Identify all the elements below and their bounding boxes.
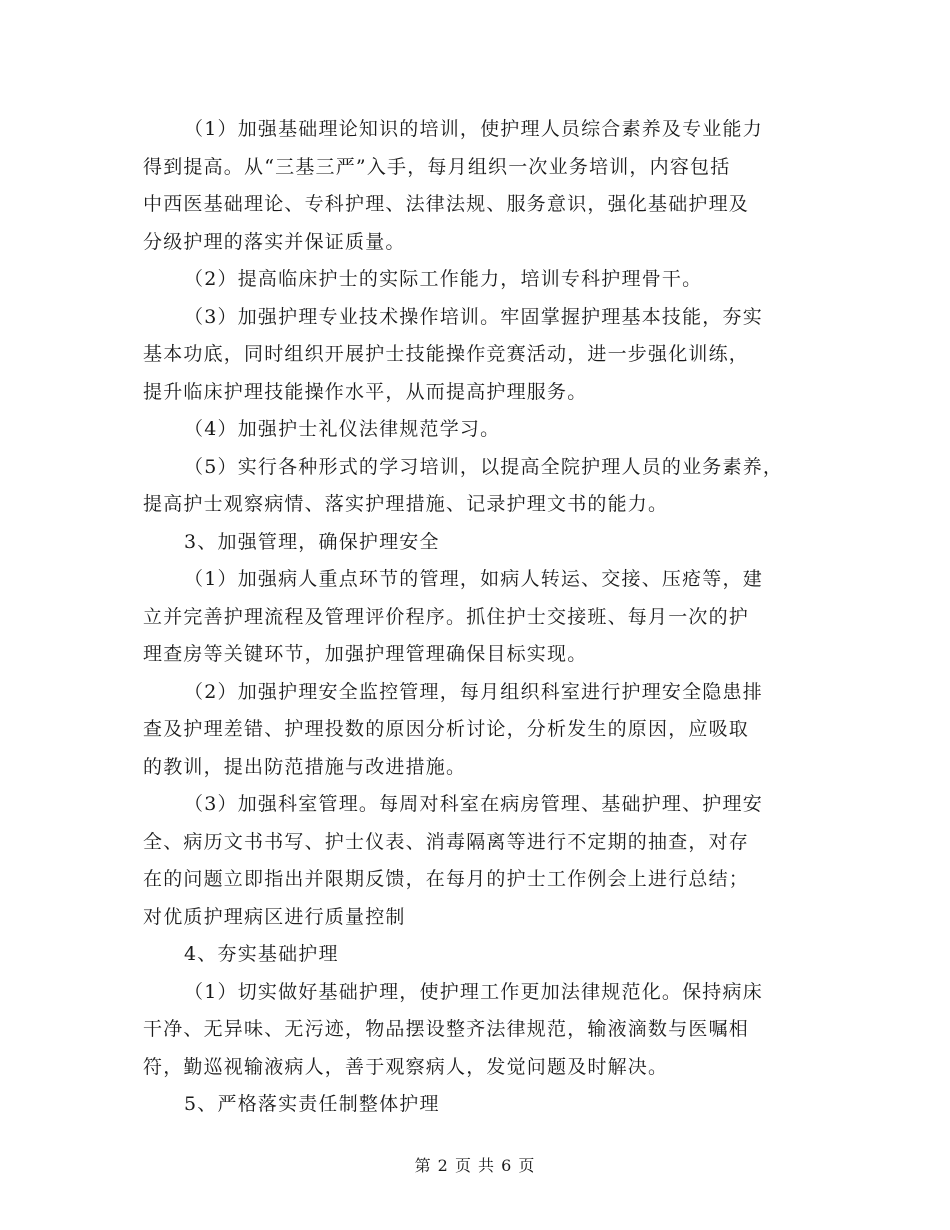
- section-heading: [143, 936, 823, 974]
- text-line: 3、加强管理，确保护理安全: [184, 530, 440, 553]
- text-line: 提升临床护理技能操作水平，从而提高护理服务。: [143, 380, 588, 403]
- text-line: 立并完善护理流程及管理评价程序。抓住护士交接班、每月一次的护: [143, 605, 750, 628]
- text-line: 理查房等关键环节，加强护理管理确保目标实现。: [143, 643, 588, 665]
- paragraph: [143, 111, 823, 261]
- text-line: 基本功底，同时组织开展护士技能操作竞赛活动，进一步强化训练，: [143, 343, 750, 365]
- text-line: （2）加强护理安全监控管理，每月组织科室进行护理安全隐患排: [184, 680, 763, 703]
- paragraph: [143, 261, 823, 299]
- text-line: 查及护理差错、护理投数的原因分析讨论，分析发生的原因，应吸取: [143, 718, 750, 740]
- paragraph: [143, 411, 823, 449]
- text-line: 全、病历文书书写、护士仪表、消毒隔离等进行不定期的抽查，对存: [143, 830, 750, 853]
- paragraph: [143, 674, 823, 787]
- section-heading: [143, 524, 823, 562]
- text-line: 在的问题立即指出并限期反馈，在每月的护士工作例会上进行总结；: [143, 868, 750, 890]
- text-line: 的教训，提出防范措施与改进措施。: [143, 755, 467, 778]
- text-line: 符，勤巡视输液病人，善于观察病人，发觉问题及时解决。: [143, 1055, 669, 1078]
- text-line: （1）加强基础理论知识的培训，使护理人员综合素养及专业能力: [184, 118, 763, 140]
- page-footer: 第 2 页 共 6 页: [414, 1156, 536, 1175]
- text-line: 对优质护理病区进行质量控制: [143, 905, 406, 928]
- section-heading: [143, 1086, 823, 1124]
- text-line: （4）加强护士礼仪法律规范学习。: [184, 418, 501, 440]
- paragraph: [143, 974, 823, 1087]
- text-line: 4、夯实基础护理: [184, 943, 339, 965]
- text-line: （1）切实做好基础护理，使护理工作更加法律规范化。保持病床: [184, 980, 763, 1003]
- text-line: （3）加强科室管理。每周对科室在病房管理、基础护理、护理安: [184, 793, 763, 815]
- text-line: 中西医基础理论、专科护理、法律法规、服务意识，强化基础护理及: [143, 193, 750, 215]
- text-line: 分级护理的落实并保证质量。: [143, 230, 406, 253]
- document-body: [143, 111, 823, 1124]
- text-line: 干净、无异味、无污迹，物品摆设整齐法律规范，输液滴数与医嘱相: [143, 1018, 750, 1040]
- paragraph: [143, 561, 823, 674]
- text-line: 5、严格落实责任制整体护理: [184, 1093, 440, 1115]
- text-line: （3）加强护理专业技术操作培训。牢固掌握护理基本技能，夯实: [184, 305, 763, 328]
- paragraph: [143, 449, 823, 524]
- text-line: （1）加强病人重点环节的管理，如病人转运、交接、压疮等，建: [184, 568, 763, 590]
- text-line: （2）提高临床护士的实际工作能力，培训专科护理骨干。: [184, 268, 703, 290]
- text-line: 得到提高。从“三基三严”入手，每月组织一次业务培训，内容包括: [143, 155, 731, 178]
- text-line: 提高护士观察病情、落实护理措施、记录护理文书的能力。: [143, 493, 669, 515]
- text-line: （5）实行各种形式的学习培训，以提高全院护理人员的业务素养，: [184, 455, 784, 478]
- paragraph: [143, 786, 823, 936]
- paragraph: [143, 299, 823, 412]
